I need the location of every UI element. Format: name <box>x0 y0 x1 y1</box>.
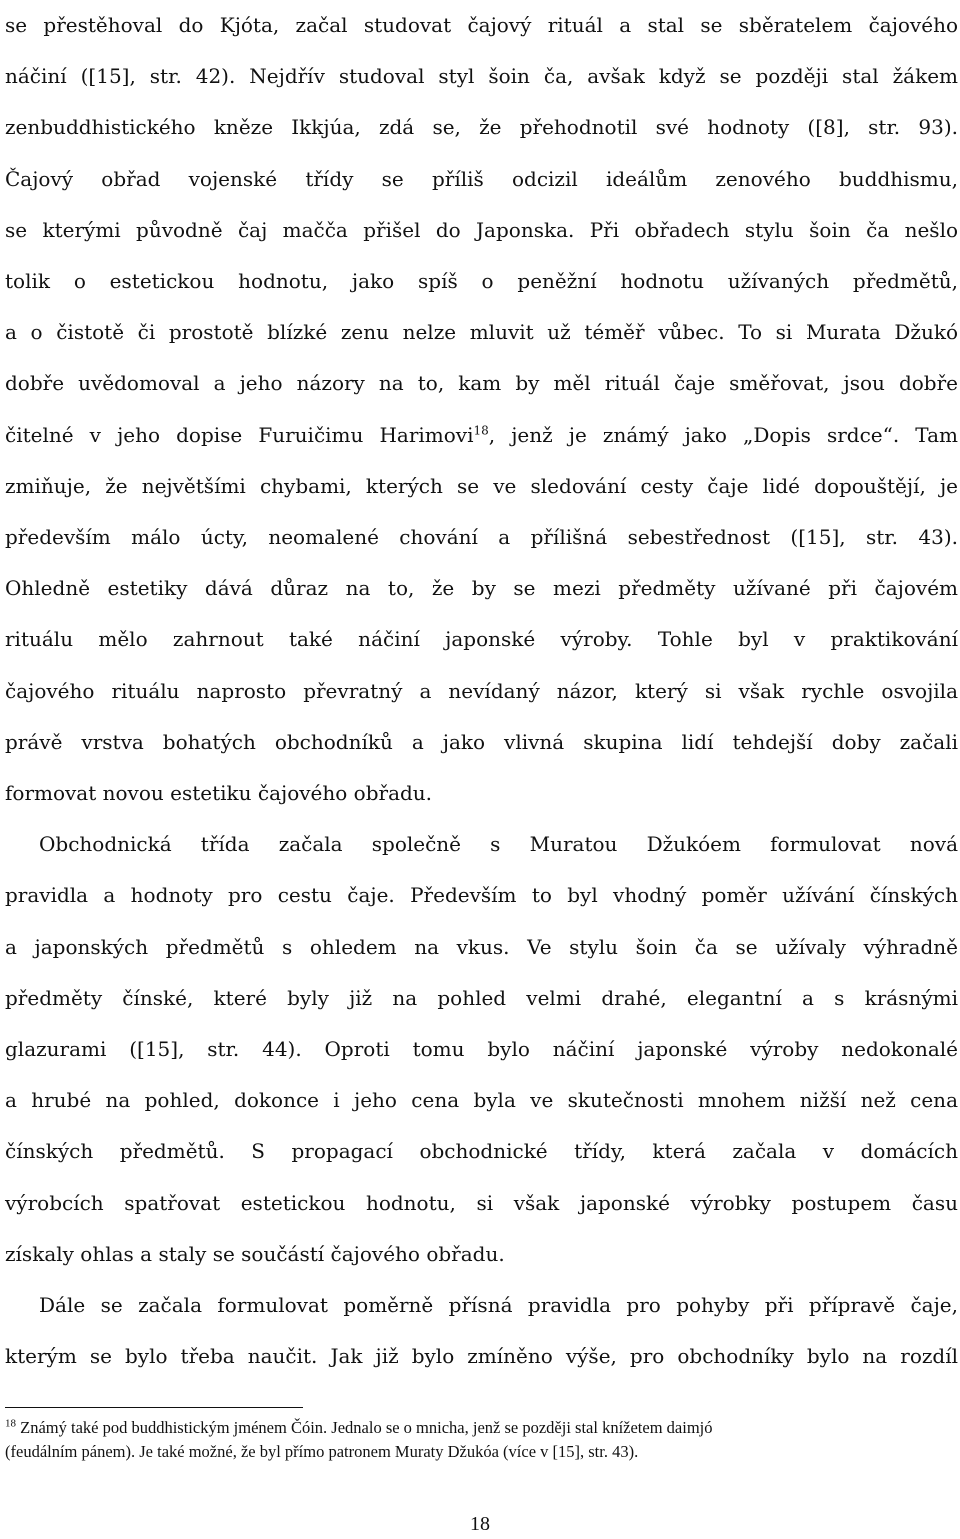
text-line-with-footnote <box>5 410 958 461</box>
text-line: glazurami ([15], str. 44). Oproti tomu bylo náčiní japonské výroby nedokonalé <box>5 1037 958 1062</box>
text-line: se přestěhoval do Kjóta, začal studovat čajový rituál a stal se sběratelem čajového <box>5 13 958 37</box>
paragraph-1 <box>5 0 958 819</box>
text-line: se kterými původně čaj mačča přišel do Japonska. Při obřadech stylu šoin ča nešlo <box>5 217 958 242</box>
text-line: získaly ohlas a staly se součástí čajového obřadu. <box>5 1241 505 1266</box>
text-line: kterým se bylo třeba naučit. Jak již bylo zmíněno výše, pro obchodníky bylo na rozdíl <box>5 1344 958 1369</box>
footnote-line: (feudálním pánem). Je také možné, že byl přímo patronem Muraty Džukóa (více v [15], str. 43). <box>5 1442 639 1461</box>
footnote <box>5 1416 958 1464</box>
text-line: a japonských předmětů s ohledem na vkus. Ve stylu šoin ča se užívaly výhradně <box>5 934 958 959</box>
text-line: Dále se začala formulovat poměrně přísná pravidla pro pohyby při přípravě čaje, <box>39 1293 958 1318</box>
page-number: 18 <box>470 1513 490 1535</box>
text-line: čajového rituálu naprosto převratný a nevídaný názor, který si však rychle osvojila <box>5 678 958 703</box>
text-line: výrobcích spatřovat estetickou hodnotu, si však japonské výrobky postupem času <box>5 1190 958 1215</box>
text-line: a hrubé na pohled, dokonce i jeho cena byla ve skutečnosti mnohem nižší než cena <box>5 1088 958 1113</box>
text-line: čínských předmětů. S propagací obchodnické třídy, která začala v domácích <box>5 1139 958 1164</box>
footnote-number: 18 <box>5 1417 16 1430</box>
text-line: Čajový obřad vojenské třídy se příliš odcizil ideálům zenového buddhismu, <box>5 166 958 191</box>
footnote-divider <box>5 1407 303 1408</box>
text-line: Obchodnická třída začala společně s Muratou Džukóem formulovat nová <box>39 832 958 857</box>
text-line: Ohledně estetiky dává důraz na to, že by se mezi předměty užívané při čajovém <box>5 576 958 601</box>
text-line: zmiňuje, že největšími chybami, kterých se ve sledování cesty čaje lidé dopouštějí, je <box>5 473 958 498</box>
text-line: tolik o estetickou hodnotu, jako spíš o peněžní hodnotu užívaných předmětů, <box>5 269 958 294</box>
text-segment: , jenž je známý jako „Dopis srdce“. Tam <box>488 422 958 447</box>
text-line: náčiní ([15], str. 42). Nejdřív studoval styl šoin ča, avšak když se později stal žákem <box>5 64 958 89</box>
text-segment: čitelné v jeho dopise Furuičimu Harimovi <box>5 422 474 447</box>
text-line: především málo úcty, neomalené chování a přílišná sebestřednost ([15], str. 43). <box>5 525 958 550</box>
footnote-reference[interactable]: 18 <box>473 422 489 437</box>
text-line: a o čistotě či prostotě blízké zenu nelze mluvit už téměř vůbec. To si Murata Džukó <box>5 320 958 345</box>
text-line: formovat novou estetiku čajového obřadu. <box>5 781 433 806</box>
text-line: rituálu mělo zahrnout také náčiní japonské výroby. Tohle byl v praktikování <box>5 627 958 652</box>
text-line: zenbuddhistického kněze Ikkjúa, zdá se, že přehodnotil své hodnoty ([8], str. 93). <box>5 115 958 140</box>
body-text <box>5 0 958 1382</box>
paragraph-3 <box>5 1280 958 1382</box>
text-line: pravidla a hodnoty pro cestu čaje. Především to byl vhodný poměr užívání čínských <box>5 883 958 908</box>
footnote-text: Známý také pod buddhistickým jménem Čóin. Jednalo se o mnicha, jenž se později stal knížetem daimjó <box>20 1418 713 1437</box>
paragraph-2 <box>5 819 958 1280</box>
footnote-line <box>5 1416 958 1440</box>
text-line: právě vrstva bohatých obchodníků a jako vlivná skupina lidí tehdejší doby začali <box>5 729 958 754</box>
text-line: dobře uvědomoval a jeho názory na to, kam by měl rituál čaje směřovat, jsou dobře <box>5 371 958 396</box>
text-line: předměty čínské, které byly již na pohled velmi drahé, elegantní a s krásnými <box>5 985 958 1010</box>
